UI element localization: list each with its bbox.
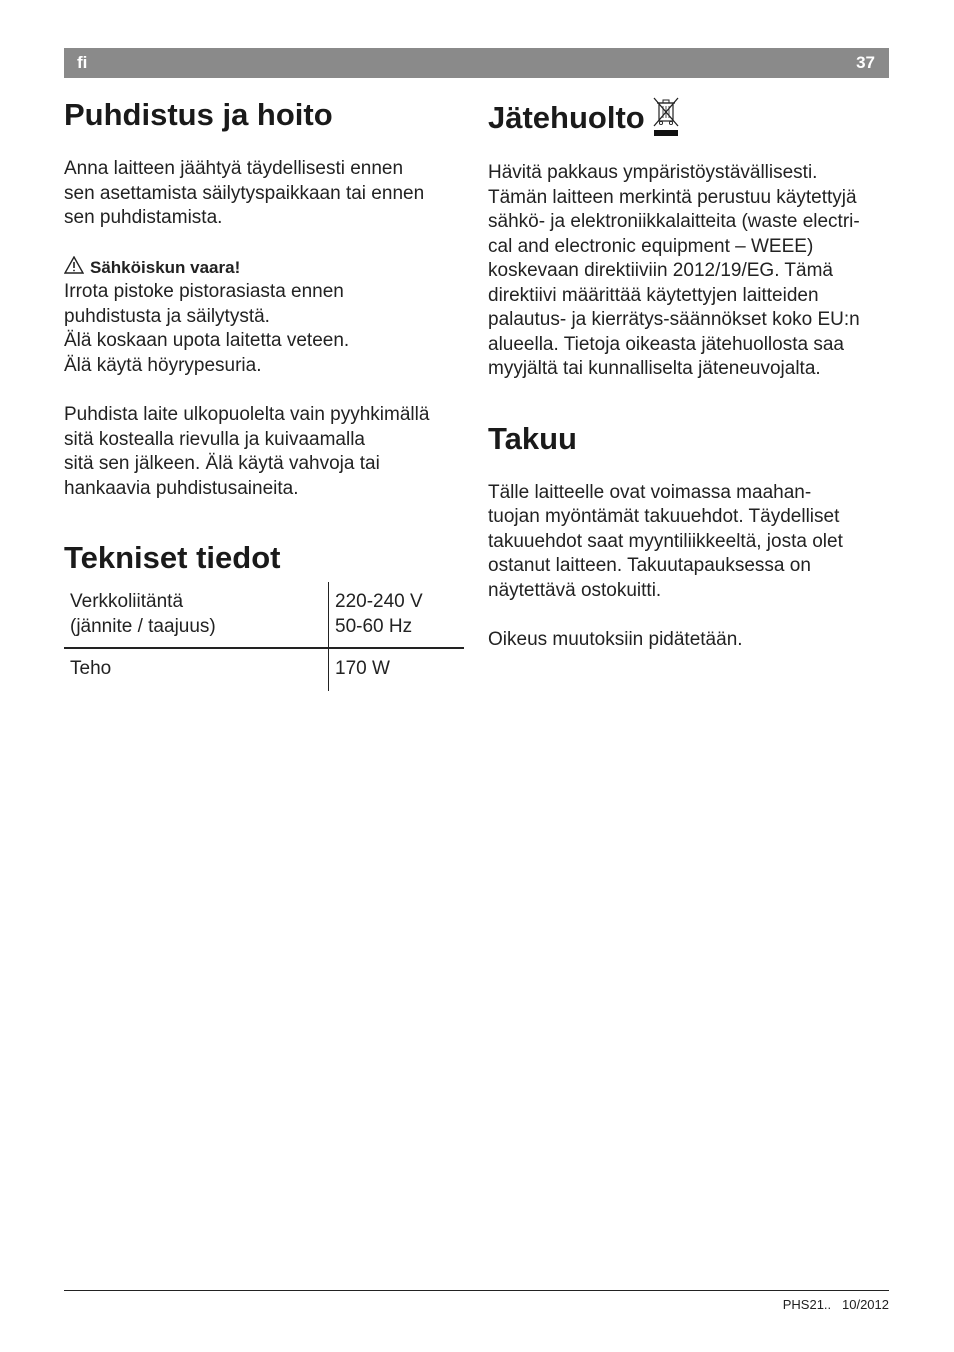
cleaning-intro — [64, 157, 464, 231]
text-line: puhdistusta ja säilytystä. — [64, 305, 270, 327]
table-row — [64, 582, 464, 648]
warning-block — [64, 256, 464, 379]
left-column — [64, 96, 464, 691]
text-line: Tämän laitteen merkintä perustuu käytettyjä — [488, 186, 857, 208]
spec-value-line: 50-60 Hz — [335, 615, 413, 637]
crossed-out-bin-icon — [651, 96, 681, 138]
right-column — [488, 96, 890, 653]
text-line: hankaavia puhdistusaineita. — [64, 477, 299, 499]
text-line: cal and electronic equipment – WEEE) — [488, 235, 814, 257]
text-line: sitä sen jälkeen. Älä käytä vahvoja tai — [64, 453, 380, 474]
section-title-disposal — [488, 96, 890, 138]
text-line: sen asettamista säilytyspaikkaan tai ennen — [64, 182, 425, 204]
warranty-note: Oikeus muutoksiin pidätetään. — [488, 629, 743, 650]
page-header — [64, 48, 889, 78]
text-line: palautus- ja kierrätys-säännökset koko EU:n — [488, 309, 860, 330]
spec-label-line: Verkkoliitäntä — [70, 591, 184, 612]
text-line: Tälle laitteelle ovat voimassa maahan- — [488, 481, 812, 503]
section-title-warranty: Takuu — [488, 420, 577, 456]
model-number: PHS21.. — [782, 1297, 832, 1312]
text-line: alueella. Tietoja oikeasta jätehuollosta saa — [488, 333, 844, 355]
spec-value: 170 W — [329, 648, 465, 691]
text-line: Irrota pistoke pistorasiasta ennen — [64, 281, 344, 302]
spec-value — [329, 582, 465, 648]
text-line: sähkö- ja elektroniikkalaitteita (waste electri- — [488, 211, 860, 232]
disposal-title-text: Jätehuolto — [488, 100, 645, 135]
warning-triangle-icon — [64, 256, 84, 274]
language-code: fi — [77, 53, 88, 72]
text-line: Puhdista laite ulkopuolelta vain pyyhkimällä — [64, 404, 430, 425]
page-footer — [783, 1297, 889, 1312]
text-line: Hävitä pakkaus ympäristöystävällisesti. — [488, 162, 818, 183]
disposal-text — [488, 161, 890, 382]
spec-label-line: (jännite / taajuus) — [70, 615, 216, 637]
footer-divider — [64, 1290, 889, 1291]
text-line: Älä koskaan upota laitetta veteen. — [64, 330, 350, 351]
spec-label: Teho — [70, 658, 112, 679]
warranty-text — [488, 481, 890, 604]
spec-value-line: 220-240 V — [335, 591, 423, 612]
text-line: koskevaan direktiiviin 2012/19/EG. Tämä — [488, 260, 833, 281]
text-line: sen puhdistamista. — [64, 207, 223, 228]
section-title-cleaning: Puhdistus ja hoito — [64, 97, 333, 132]
text-line: sitä kostealla rievulla ja kuivaamalla — [64, 428, 365, 450]
text-line: Anna laitteen jäähtyä täydellisesti ennen — [64, 158, 404, 179]
spec-table — [64, 582, 464, 691]
page-number: 37 — [856, 53, 875, 72]
spec-label — [64, 582, 329, 648]
table-row — [64, 648, 464, 691]
warning-title: Sähköiskun vaara! — [90, 257, 241, 277]
text-line: tuojan myöntämät takuuehdot. Täydelliset — [488, 506, 840, 527]
edition-date: 10/2012 — [842, 1297, 889, 1312]
text-line: näytettävä ostokuitti. — [488, 579, 662, 601]
section-title-specs: Tekniset tiedot — [64, 540, 281, 575]
cleaning-instructions — [64, 403, 464, 501]
text-line: ostanut laitteen. Takuutapauksessa on — [488, 555, 811, 576]
text-line: direktiivi määrittää käytettyjen laitteiden — [488, 284, 819, 306]
text-line: Älä käytä höyrypesuria. — [64, 354, 262, 376]
text-line: takuuehdot saat myyntiliikkeeltä, josta olet — [488, 530, 843, 552]
text-line: myyjältä tai kunnalliselta jäteneuvojalta. — [488, 358, 821, 379]
